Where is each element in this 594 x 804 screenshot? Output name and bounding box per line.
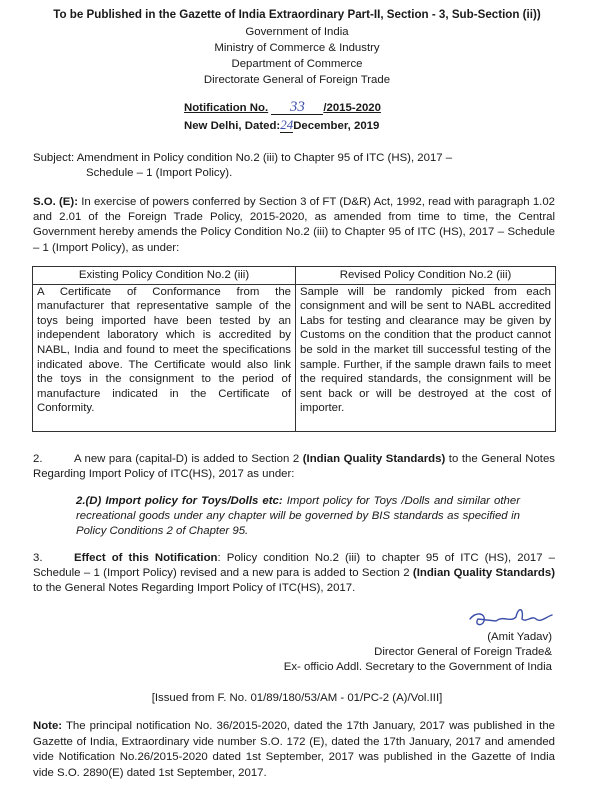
revised-condition-cell: Sample will be randomly picked from each consignment and will be sent to NABL accredited Labs for testing and clearance may be given by Customs on the condition that the product cannot be sold in the market till successful testing of the sample. Further, if the sample drawn fails to meet the required standards, the consignment will be sent back or will be destroyed at the cost of importer. [296, 284, 556, 431]
file-reference-line: [Issued from F. No. 01/89/180/53/AM - 01/PC-2 (A)/Vol.III] [151, 692, 443, 704]
directorate-name: Directorate General of Foreign Trade [203, 74, 391, 86]
para-3-bold: Effect of this Notification [74, 552, 218, 564]
so-label: S.O. (E): [33, 196, 78, 208]
para-2d-text [76, 494, 520, 540]
para-3-number: 3. [33, 552, 43, 564]
para-2d-bold: 2.(D) Import policy for Toys/Dolls etc: [76, 495, 283, 507]
so-paragraph [33, 195, 555, 256]
notification-number-line [184, 101, 484, 115]
signatory-name: (Amit Yadav) [487, 631, 552, 643]
notification-year-range: /2015-2020 [323, 102, 381, 114]
para-2-text-a: A new para (capital-D) is added to Section 2 [74, 453, 303, 465]
place-date-label: New Delhi, Dated: [184, 120, 281, 132]
note-label: Note: [33, 720, 63, 732]
notification-label: Notification No. [184, 102, 269, 114]
signatory-title-2: Ex- officio Addl. Secretary to the Government of India [283, 661, 552, 673]
signatory-title-1: Director General of Foreign Trade& [374, 646, 552, 658]
para-2d-body: Import policy for Toys /Dolls and similar other recreational goods under any chapter will be governed by BIS standards as specified in Policy Conditions 2 of Chapter 95. [76, 495, 520, 538]
existing-condition-header: Existing Policy Condition No.2 (iii) [33, 267, 296, 285]
para-2-bold: (Indian Quality Standards) [302, 453, 446, 465]
para-3-bold-2: (Indian Quality Standards) [412, 567, 556, 580]
revised-condition-header: Revised Policy Condition No.2 (iii) [296, 267, 556, 285]
subject-line-1: Subject: Amendment in Policy condition No.2 (iii) to Chapter 95 of ITC (HS), 2017 – [33, 152, 453, 164]
notification-date-line [184, 118, 484, 133]
handwritten-signature [466, 603, 554, 631]
gazette-publication-line: To be Published in the Gazette of India Extraordinary Part-II, Section - 3, Sub-Section (ii)) [53, 8, 541, 21]
table-row [33, 284, 556, 431]
government-name: Government of India [245, 26, 349, 38]
subject-line-2: Schedule – 1 (Import Policy). [86, 167, 233, 179]
para-3-text-b: to the General Notes Regarding Import Policy of ITC(HS), 2017. [33, 582, 356, 595]
note-paragraph [33, 719, 555, 781]
policy-condition-table [32, 266, 556, 432]
para-3-text-a: : Policy condition No.2 (iii) to chapter 95 of ITC (HS), 2017 – Schedule – 1 (Import Policy) revised and a new para is added to Section 2 [33, 552, 555, 580]
department-name: Department of Commerce [231, 58, 363, 70]
notification-number-handwritten: 33 [271, 101, 323, 115]
ministry-name: Ministry of Commerce & Industry [214, 42, 380, 54]
para-3-text [33, 551, 555, 597]
para-2-text-b: to the General Notes Regarding Import Policy of ITC(HS), 2017 as under: [33, 453, 556, 481]
para-2-text [33, 452, 555, 482]
note-text: The principal notification No. 36/2015-2020, dated the 17th January, 2017 was published in the Gazette of India, Extraordinary vide number S.O. 172 (E), dated the 17th January, 2017 and amended vide Notification No.26/2015-2020 dated 1st September, 2017 was published in the Gazette of India vide S.O. 2890(E) dated 1st September, 2017. [33, 720, 555, 779]
date-month-year: December, 2019 [293, 120, 380, 132]
date-day-handwritten: 24 [280, 117, 294, 132]
table-header-row [33, 267, 556, 285]
so-text: In exercise of powers conferred by Section 3 of FT (D&R) Act, 1992, read with paragraph 1.02 and 2.01 of the Foreign Trade Policy, 2015-2020, as amended from time to time, the Central Government hereby amends the Policy Condition No.2 (iii) to Chapter 95 of ITC (HS), 2017 – Schedule – 1 (Import Policy), as under: [33, 196, 555, 254]
para-2-number: 2. [33, 453, 43, 465]
existing-condition-cell: A Certificate of Conformance from the manufacturer that representative sample of the toys being imported have been tested by an independent laboratory which is accredited by NABL, India and found to meet the specifications indicated above. The Certificate would also link the toys in the consignment to the period of manufacture indicated in the Certificate of Conformity. [33, 284, 296, 431]
